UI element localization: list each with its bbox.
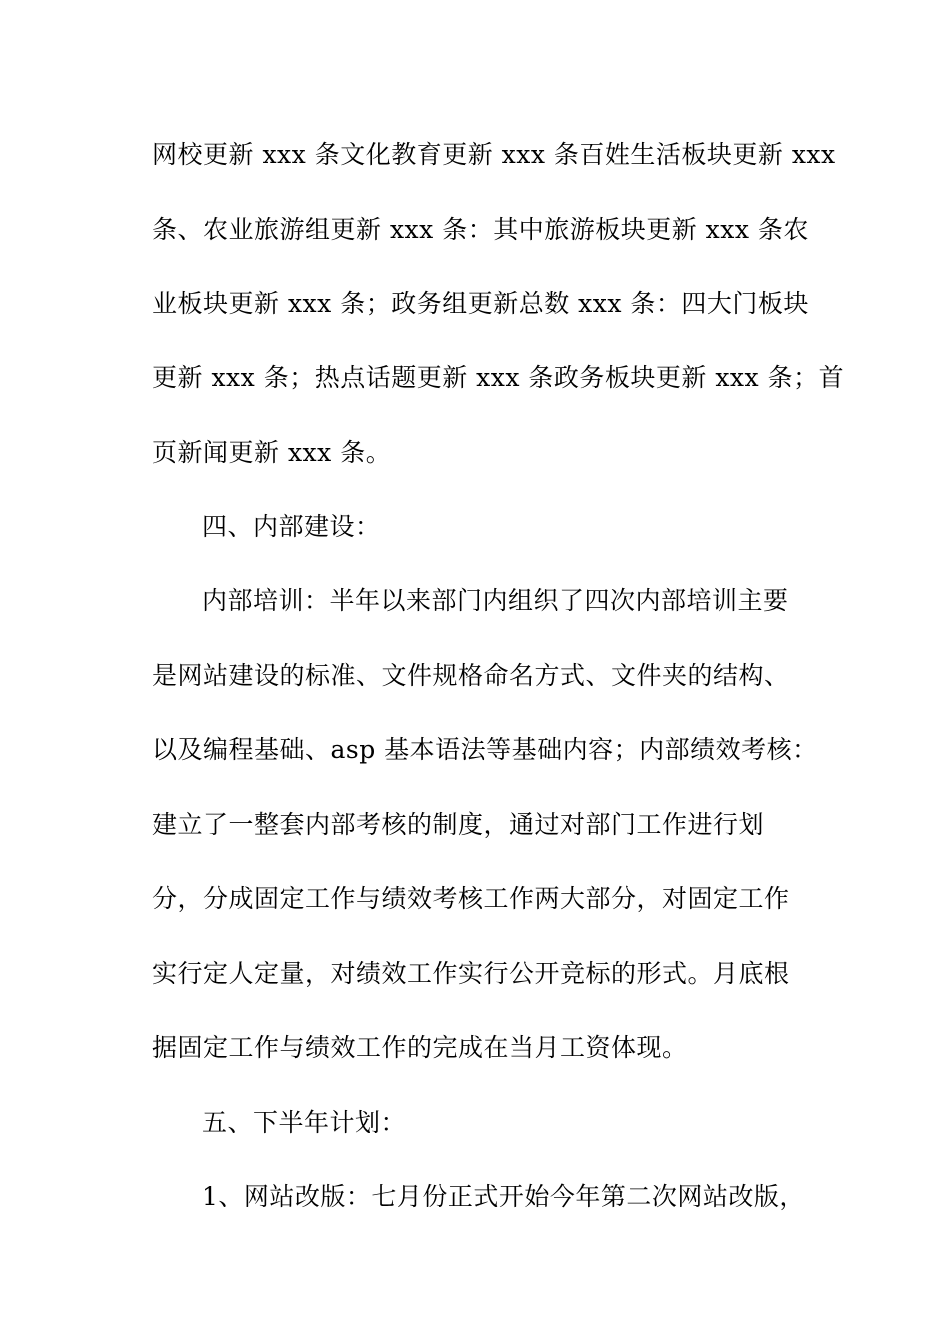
text-line: 更新 xxx 条；热点话题更新 xxx 条政务板块更新 xxx 条；首 <box>152 363 845 392</box>
text-line: 以及编程基础、asp 基本语法等基础内容；内部绩效考核： <box>152 735 818 764</box>
text-line: 实行定人定量，对绩效工作实行公开竞标的形式。月底根 <box>152 959 790 988</box>
text-line: 条、农业旅游组更新 xxx 条：其中旅游板块更新 xxx 条农 <box>152 215 809 244</box>
text-line: 内部培训：半年以来部门内组织了四次内部培训主要 <box>202 586 789 615</box>
text-line: 分，分成固定工作与绩效考核工作两大部分，对固定工作 <box>152 884 790 913</box>
text-line: 建立了一整套内部考核的制度，通过对部门工作进行划 <box>152 810 765 839</box>
section-heading: 四、内部建设： <box>202 512 381 541</box>
text-line: 业板块更新 xxx 条；政务组更新总数 xxx 条：四大门板块 <box>152 289 809 318</box>
text-line: 页新闻更新 xxx 条。 <box>152 438 392 467</box>
text-line: 据固定工作与绩效工作的完成在当月工资体现。 <box>152 1033 688 1062</box>
text-line: 1、网站改版：七月份正式开始今年第二次网站改版， <box>202 1182 805 1211</box>
text-line: 是网站建设的标准、文件规格命名方式、文件夹的结构、 <box>152 661 790 690</box>
text-line: 网校更新 xxx 条文化教育更新 xxx 条百姓生活板块更新 xxx <box>152 140 836 169</box>
section-heading: 五、下半年计划： <box>202 1108 407 1137</box>
